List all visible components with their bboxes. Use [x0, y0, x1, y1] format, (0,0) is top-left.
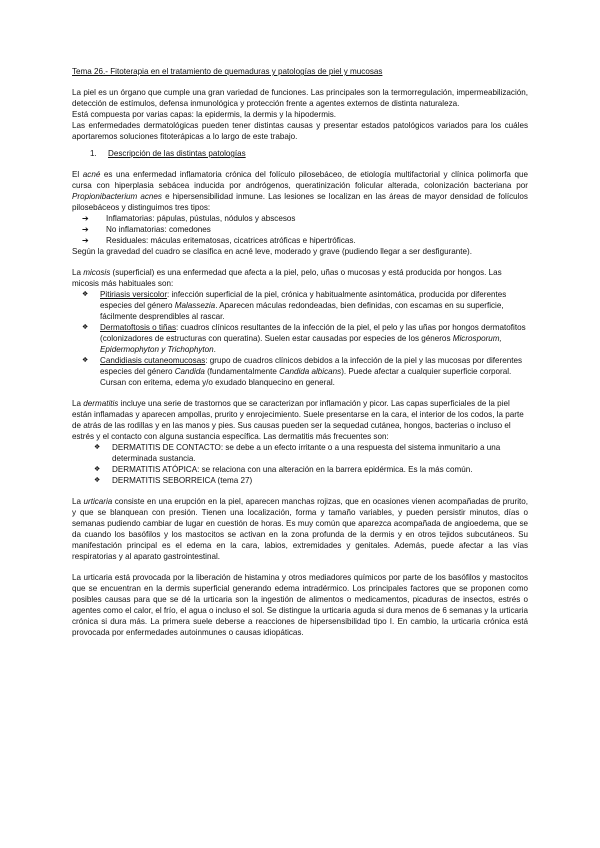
list-item: ❖ Dermatoftosis o tiñas: cuadros clínicos resultantes de la infección de la piel, el pelo y las uñas por hongos dermatofitos (colonizadores de estructuras con queratina). Suelen estar causadas por especies de los géneros Microsporum, Epidermophyton y Trichophyton.: [82, 323, 526, 354]
list-item: ❖ DERMATITIS ATÓPICA: se relaciona con una alteración en la barrera epidérmica. Es la más común.: [94, 465, 473, 474]
section-heading: [90, 148, 528, 159]
micosis-paragraph: La micosis (superficial) es una enfermedad que afecta a la piel, pelo, uñas o mucosas y está producida por hongos. Las micosis más habituales son:: [72, 268, 502, 288]
document-page: [72, 66, 528, 638]
diamond-bullet-icon: ❖: [94, 444, 101, 451]
list-item: ❖ DERMATITIS SEBORREICA (tema 27): [94, 476, 253, 485]
acne-types-list: [72, 213, 528, 246]
list-item: ❖ DERMATITIS DE CONTACTO: se debe a un efecto irritante o a una respuesta del sistema inmunitario a una determinada sustancia.: [94, 443, 501, 463]
acne-term: acné: [82, 170, 101, 179]
dermatitis-list: [72, 442, 528, 486]
intro-paragraph: La piel es un órgano que cumple una gran variedad de funciones. Las principales son la termorregulación, impermeabilización, detección de estímulos, defensa inmunológica y protección frente a agentes externos de distinta naturaleza.: [72, 88, 528, 108]
section-label: Descripción de las distintas patologías: [108, 149, 246, 158]
arrow-icon: ➔: [82, 225, 89, 234]
diamond-bullet-icon: ❖: [82, 357, 89, 364]
acne-bacteria: Propionibacterium acnes: [72, 192, 162, 201]
arrow-icon: ➔: [82, 236, 89, 245]
micosis-list: [72, 289, 528, 388]
list-item: ❖ Candidiasis cutaneomucosas: grupo de cuadros clínicos debidos a la infección de la piel y las mucosas por diferentes especies del género Candida (fundamentalmente Candida albicans). Puede afectar a cualquier superficie corporal. Cursan con eritema, edema y/o exudado blanquecino en general.: [82, 356, 523, 387]
arrow-icon: ➔: [82, 214, 89, 223]
urticaria-term: urticaria: [83, 497, 113, 506]
list-item: ➔ No inflamatorias: comedones: [82, 225, 211, 234]
acne-paragraph: El acné es una enfermedad inflamatoria crónica del folículo pilosebáceo, de etiología multifactorial y clínica polimorfa que cursa con hiperplasia sebácea inducida por andrógenos, queratinización folicular alterada, colonización bacteriana por Propionibacterium acnes e hipersensibilidad inmune. Las lesiones se localizan en las áreas de mayor densidad de folículos pilosebáceos y distinguimos tres tipos:: [72, 170, 528, 212]
list-item: ➔ Residuales: máculas eritematosas, cicatrices atróficas e hipertróficas.: [82, 236, 356, 245]
urticaria-paragraph: La urticaria consiste en una erupción en la piel, aparecen manchas rojizas, que en ocasiones vienen acompañadas de prurito, y que se blanquean con presión. Tienen una localización, forma y tamaño variables, y pueden persistir minutos, días o semanas pudiendo cambiar de lugar en cuestión de horas. Es muy común que aparezca acompañada de angioedema, que se da cuando los basófilos y los mastocitos se activan en la zona profunda de la dermis y en otros tejidos subcutáneos. Su manifestación principal es el edema en la cara, labios, extremidades y genitales. Además, puede afectar a las vías respiratorias y al aparato gastrointestinal.: [72, 497, 528, 561]
micosis-term: micosis: [83, 268, 111, 277]
intro-layers: Está compuesta por varias capas: la epidermis, la dermis y la hipodermis.: [72, 110, 337, 119]
diamond-bullet-icon: ❖: [94, 477, 101, 484]
diamond-bullet-icon: ❖: [82, 291, 89, 298]
dermatitis-paragraph: La dermatitis incluye una serie de trastornos que se caracterizan por inflamación y picor. Las capas superficiales de la piel están inflamadas y aparecen ampollas, prurito y enrojecimiento. Suele presentarse en la cara, el interior de los codos, la parte de atrás de las rodillas y en las manos y pies. Sus causas pueden ser la sequedad cutánea, hongos, bacterias o incluso el estrés y el contacto con alguna sustancia específica. Las dermatitis más frecuentes son:: [72, 399, 524, 441]
dermatitis-term: dermatitis: [83, 399, 119, 408]
acne-severity: Según la gravedad del cuadro se clasifica en acné leve, moderado y grave (pudiendo llegar a ser desfigurante).: [72, 247, 472, 256]
diamond-bullet-icon: ❖: [82, 324, 89, 331]
intro-diseases: Las enfermedades dermatológicas pueden tener distintas causas y presentar estados patológicos variados para los cuáles aportaremos soluciones fitoterápicas a lo largo de este trabajo.: [72, 121, 528, 141]
document-title: Tema 26.- Fitoterapia en el tratamiento de quemaduras y patologías de piel y mucosas: [72, 67, 383, 76]
list-item: ➔ Inflamatorias: pápulas, pústulas, nódulos y abscesos: [82, 214, 296, 223]
urticaria-causes-paragraph: La urticaria está provocada por la liberación de histamina y otros mediadores químicos por parte de los basófilos y mastocitos que se encuentran en la dermis superficial generando edema intradérmico. Los principales factores que se proponen como posibles causas para que se dé la urticaria son la ingestión de alimentos o medicamentos, picaduras de insectos, estrés o agentes como el calor, el frío, el agua o incluso el sol. Se distingue la urticaria aguda si dura menos de 6 semanas y la urticaria crónica si dura más. La primera suele deberse a reacciones de hipersensibilidad tipo I. En cambio, la urticaria crónica está provocada por enfermedades autoinmunes o causas idiopáticas.: [72, 573, 528, 637]
section-number: 1.: [90, 149, 97, 158]
list-item: ❖ Pitiriasis versicolor: infección superficial de la piel, crónica y habitualmente asintomática, producida por diferentes especies del género Malassezia. Aparecen máculas redondeadas, bien definidas, con escamas en su superficie, fácilmente desprendibles al rascar.: [82, 290, 507, 321]
diamond-bullet-icon: ❖: [94, 466, 101, 473]
